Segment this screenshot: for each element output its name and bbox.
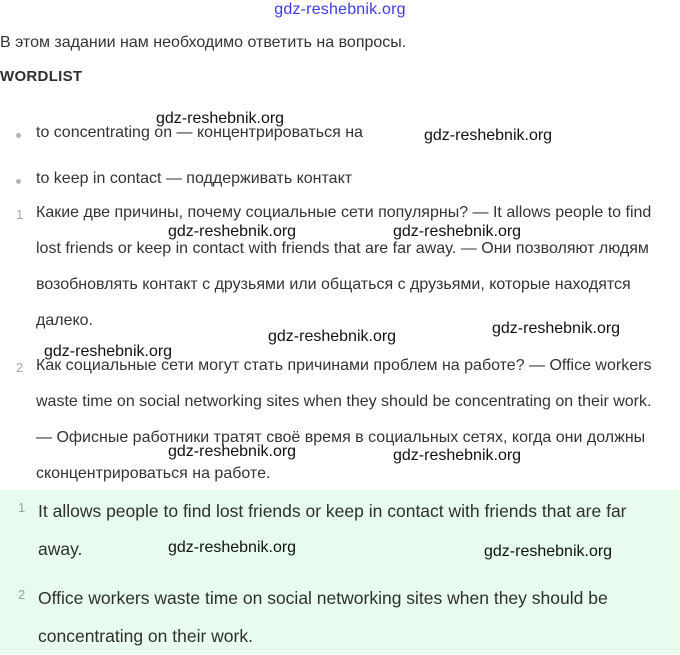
watermark: gdz-reshebnik.org [168, 443, 297, 460]
watermark: gdz-reshebnik.org [484, 543, 613, 560]
answer-block [0, 490, 680, 654]
watermark: gdz-reshebnik.org [268, 328, 397, 345]
question-text: Как социальные сети могут стать причинами проблем на работе? — Office workers waste time on social networking sites when they should be concentrating on their work. — Офисные работники тратят своё время в социальных сетях, когда они должны сконцентрироваться на работе. [36, 357, 652, 482]
bullet-icon [16, 133, 21, 138]
question-text: Какие две причины, почему социальные сети популярны? — It allows people to find lost friends or keep in contact with friends that are far away. — Они позволяют людям возобновлять контакт с друзьями или общаться с друзьями, которые находятся далеко. [36, 204, 652, 329]
bullet-icon [16, 179, 21, 184]
watermark: gdz-reshebnik.org [492, 320, 621, 337]
wordlist-item-text: to keep in contact — поддерживать контакт [36, 170, 353, 187]
answer-number: 1 [18, 500, 26, 515]
answer-text: Office workers waste time on social networking sites when they should be concentrating on their work. [38, 588, 608, 646]
watermark: gdz-reshebnik.org [168, 539, 297, 556]
watermark: gdz-reshebnik.org [44, 343, 173, 360]
question-number: 1 [16, 207, 24, 222]
site-header[interactable]: gdz-reshebnik.org [274, 1, 406, 18]
answer-number: 2 [18, 587, 26, 602]
watermark: gdz-reshebnik.org [393, 447, 522, 464]
answer-text: It allows people to find lost friends or keep in contact with friends that are far away. [38, 501, 627, 559]
intro-text: В этом задании нам необходимо ответить на вопросы. [0, 34, 407, 51]
wordlist-item-text: to concentrating on — концентрироваться на [36, 124, 363, 141]
wordlist-title: WORDLIST [0, 68, 83, 85]
watermark: gdz-reshebnik.org [393, 223, 522, 240]
watermark: gdz-reshebnik.org [424, 127, 553, 144]
watermark: gdz-reshebnik.org [156, 110, 285, 127]
watermark: gdz-reshebnik.org [168, 223, 297, 240]
question-number: 2 [16, 360, 24, 375]
